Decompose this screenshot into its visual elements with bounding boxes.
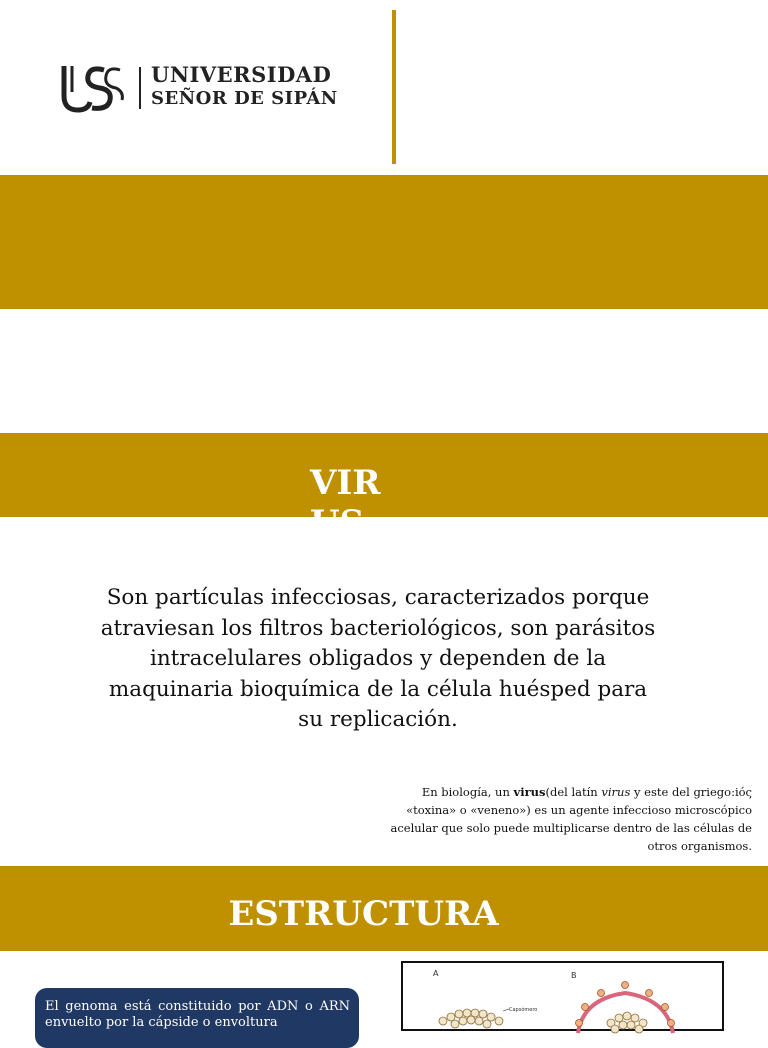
estructura-section-title: ESTRUCTURA xyxy=(228,894,499,934)
genome-info-card xyxy=(35,988,359,1048)
logo-line-1: UNIVERSIDAD xyxy=(151,62,332,87)
virus-structure-diagram xyxy=(401,961,724,1031)
virus-illustration xyxy=(403,963,726,1033)
note-bold-virus: virus xyxy=(513,785,546,799)
note-text-2: (del latín xyxy=(545,785,602,799)
note-text-1: En biología, un xyxy=(421,785,514,799)
note-italic-virus: virus xyxy=(601,785,631,799)
diagram-label-capsomero: Capsómero xyxy=(509,1007,538,1013)
logo-separator xyxy=(139,67,141,109)
intro-paragraph: Son partículas infecciosas, caracterizados porque atraviesan los filtros bacteriológicos, son parásitos intracelulares obligados y dependen de la maquinaria bioquímica de la célula huésped para su replicación. xyxy=(100,585,656,732)
virus-section-title: VIRUS xyxy=(310,463,381,543)
virus-section-header xyxy=(0,433,768,543)
genome-info-text: El genoma está constituido por ADN o ARN envuelto por la cápside o envoltura xyxy=(45,999,350,1030)
uss-logo-mark xyxy=(60,62,124,114)
title-band xyxy=(0,175,768,309)
diagram-label-b: B xyxy=(571,971,577,980)
note-text-3: y este del griego:ióς «toxina» o «veneno») es un agente infeccioso microscópico acelular que solo puede multiplicarse dentro de las células de otros organismos. xyxy=(390,785,752,853)
estructura-section-header xyxy=(0,866,768,951)
logo-line-2: SEÑOR DE SIPÁN xyxy=(151,88,338,109)
university-logo xyxy=(60,62,350,114)
header-divider xyxy=(392,10,396,164)
diagram-label-a: A xyxy=(433,969,439,978)
definition-note xyxy=(380,783,752,855)
